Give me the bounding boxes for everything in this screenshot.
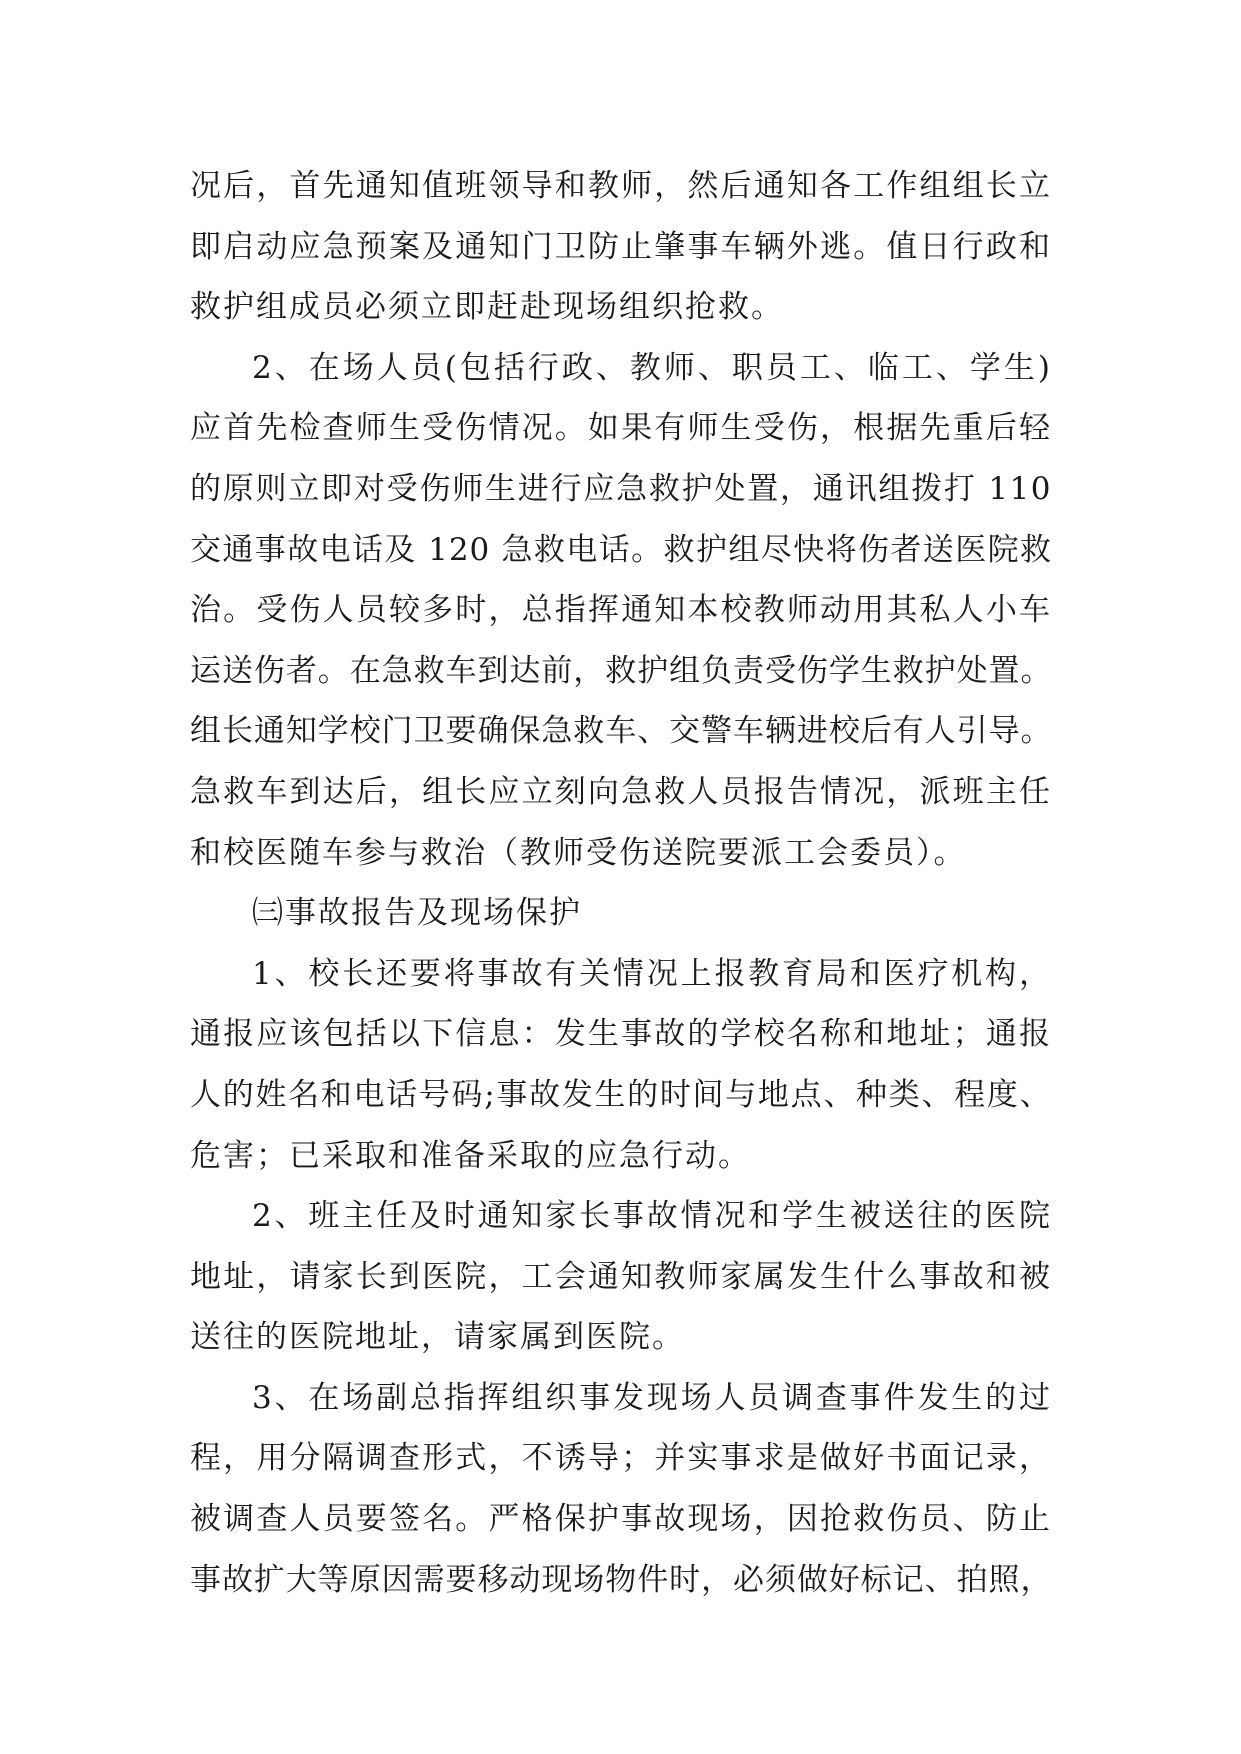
text-line: 被调查人员要签名。严格保护事故现场，因抢救伤员、防止 — [190, 1501, 1052, 1538]
text-line: 况后，首先通知值班领导和教师，然后通知各工作组组长立 — [190, 168, 1052, 204]
text-line: 组长通知学校门卫要确保急救车、交警车辆进校后有人引导。 — [190, 713, 1052, 750]
text-line: 应首先检查师生受伤情况。如果有师生受伤，根据先重后轻 — [190, 410, 1052, 447]
text-line: 危害；已采取和准备采取的应急行动。 — [190, 1137, 751, 1174]
text-line: 通报应该包括以下信息：发生事故的学校名称和地址；通报 — [190, 1016, 1052, 1053]
document-body — [190, 156, 1052, 1610]
text-line: 送往的医院地址，请家属到医院。 — [190, 1319, 685, 1356]
text-line: 和校医随车参与救治（教师受伤送院要派工会委员）。 — [190, 834, 967, 871]
text-line: 事故扩大等原因需要移动现场物件时，必须做好标记、拍照， — [190, 1561, 1052, 1598]
text-line: 的原则立即对受伤师生进行应急救护处置，通讯组拨打 110 — [190, 470, 1052, 507]
text-line: 2、班主任及时通知家长事故情况和学生被送往的医院 — [252, 1198, 1052, 1235]
text-line: 3、在场副总指挥组织事发现场人员调查事件发生的过 — [252, 1379, 1052, 1416]
text-line: 救护组成员必须立即赶赴现场组织抢救。 — [190, 289, 784, 326]
text-line: 急救车到达后，组长应立刻向急救人员报告情况，派班主任 — [190, 773, 1052, 810]
text-line: 交通事故电话及 120 急救电话。救护组尽快将伤者送医院救 — [190, 531, 1052, 568]
text-line: 人的姓名和电话号码;事故发生的时间与地点、种类、程度、 — [190, 1076, 1052, 1113]
section-heading: ㈢事故报告及现场保护 — [252, 895, 582, 932]
text-line: 1、校长还要将事故有关情况上报教育局和医疗机构， — [252, 955, 1052, 992]
text-line: 运送伤者。在急救车到达前，救护组负责受伤学生救护处置。 — [190, 652, 1052, 689]
text-line: 2、在场人员(包括行政、教师、职员工、临工、学生) — [252, 349, 1052, 386]
text-line: 地址，请家长到医院，工会通知教师家属发生什么事故和被 — [190, 1258, 1052, 1295]
text-line: 即启动应急预案及通知门卫防止肇事车辆外逃。值日行政和 — [190, 228, 1052, 265]
text-line: 治。受伤人员较多时，总指挥通知本校教师动用其私人小车 — [190, 592, 1052, 629]
text-line: 程，用分隔调查形式，不诱导；并实事求是做好书面记录， — [190, 1440, 1052, 1477]
